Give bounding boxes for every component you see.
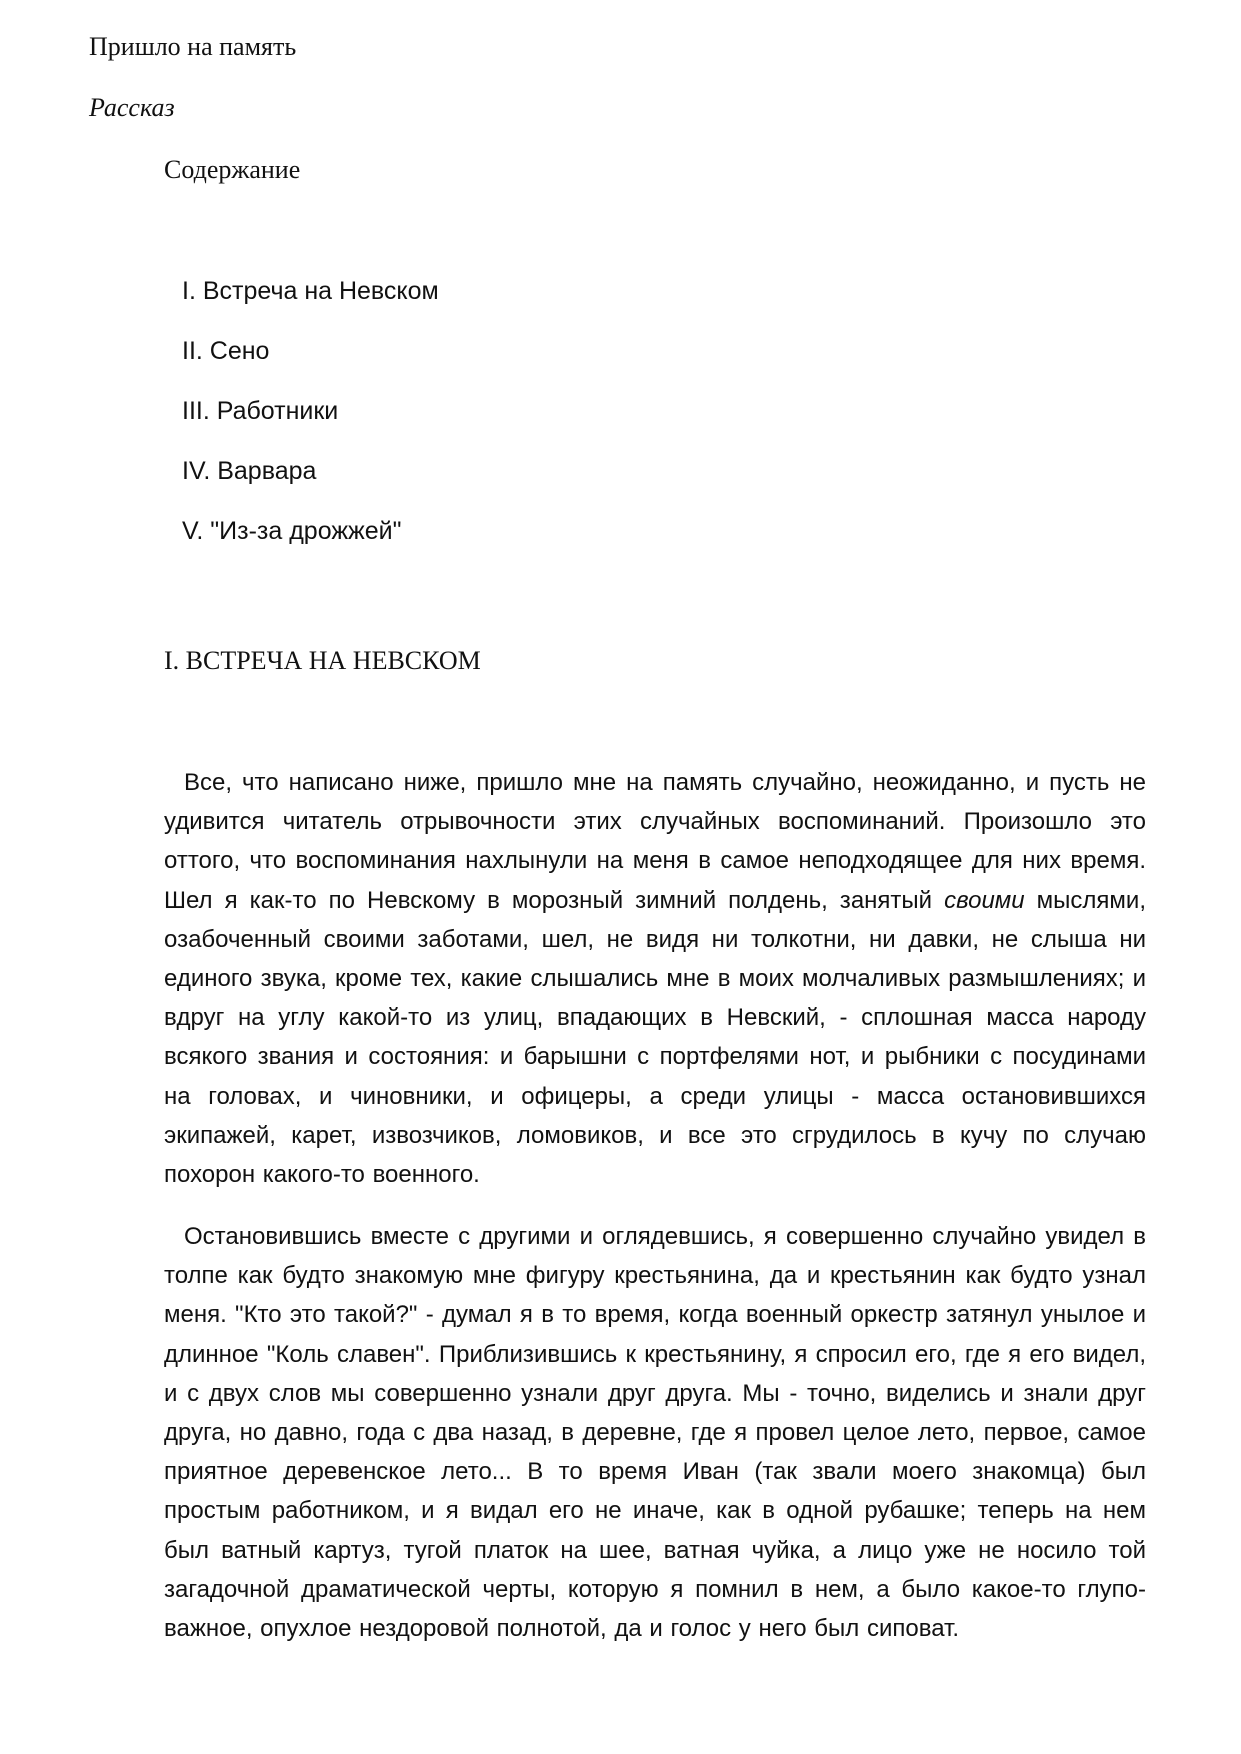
table-of-contents — [182, 274, 439, 574]
toc-item-1: I. Встреча на Невском — [182, 277, 439, 305]
document-genre: Рассказ — [89, 93, 175, 122]
paragraph-2-block — [164, 1217, 1146, 1648]
toc-item-3: III. Работники — [182, 397, 339, 425]
paragraph-1-block — [164, 763, 1146, 1194]
toc-item-5: V. "Из-за дрожжей" — [182, 517, 402, 545]
toc-item-4: IV. Варвара — [182, 457, 317, 485]
paragraph-1-text-end: мыслями, озабоченный своими заботами, шел, не видя ни толкотни, ни давки, не слыша ни единого звука, кроме тех, какие слышались мне в моих молчаливых размышлениях; и вдруг на углу какой-то из улиц, впадающих в Невский, - сплошная масса народу всякого звания и состояния: и барышни с портфелями нот, и рыбники с посудинами на головах, и чиновники, и офицеры, а среди улицы - масса остановившихся экипажей, карет, извозчиков, ломовиков, и все это сгрудилось в кучу по случаю похорон какого-то военного. — [164, 886, 1146, 1189]
paragraph-1-text-start: Все, что написано ниже, пришло мне на память случайно, неожиданно, и пусть не удивится читатель отрывочности этих случайных воспоминаний. Произошло это оттого, что воспоминания нахлынули на меня в самое неподходящее для них время. Шел я как-то по Невскому в морозный зимний полдень, занятый — [164, 769, 1146, 914]
paragraph-2: Остановившись вместе с другими и оглядевшись, я совершенно случайно увидел в толпе как будто знакомую мне фигуру крестьянина, да и крестьянин как будто узнал меня. "Кто это такой?" - думал я в то время, когда военный оркестр затянул унылое и длинное "Коль славен". Приблизившись к крестьянину, я спросил его, где я его видел, и с двух слов мы совершенно узнали друг друга. Мы - точно, виделись и знали друг друга, но давно, года с два назад, в деревне, где я провел целое лето, первое, самое приятное деревенское лето... В то время Иван (так звали моего знакомца) был простым работником, и я видал его не иначе, как в одной рубашке; теперь на нем был ватный картуз, тугой платок на шее, ватная чуйка, а лицо уже не носило той загадочной драматической черты, которую я помнил в нем, а было какое-то глупо-важное, опухлое нездоровой полнотой, да и голос у него был сиповат. — [164, 1223, 1146, 1643]
paragraph-1 — [164, 763, 1146, 1194]
toc-item-2: II. Сено — [182, 337, 270, 365]
paragraph-1-emphasis: своими — [944, 886, 1025, 914]
document-title: Пришло на память — [89, 32, 297, 61]
contents-heading: Содержание — [164, 155, 301, 184]
chapter-heading: I. ВСТРЕЧА НА НЕВСКОМ — [164, 646, 481, 675]
